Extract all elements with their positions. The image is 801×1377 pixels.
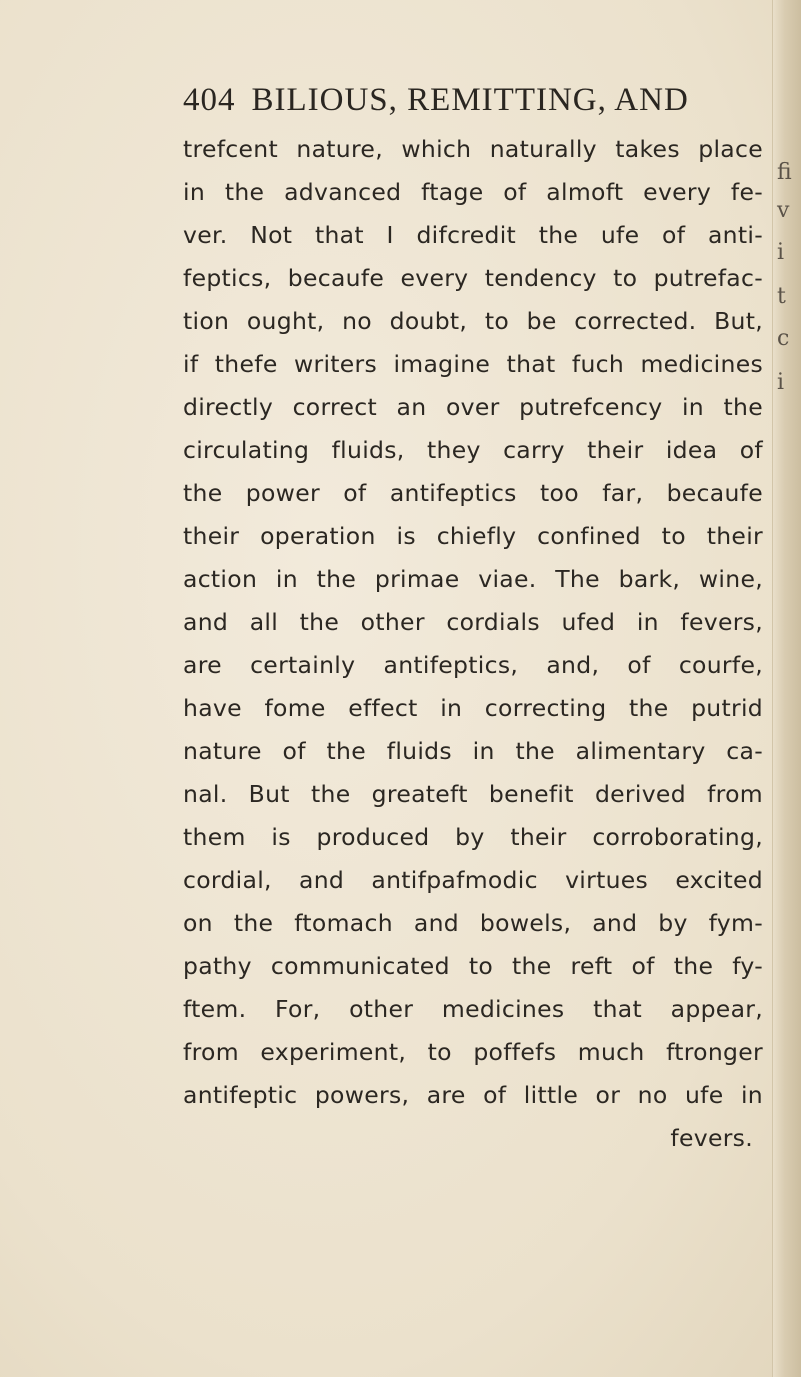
text-line: them is produced by their corroborating, (183, 823, 763, 851)
text-line: pathy communicated to the reft of the fy- (183, 952, 763, 980)
body-text (183, 128, 763, 1160)
facing-page-letter: v (777, 198, 790, 223)
text-line: ver. Not that I difcredit the ufe of anti- (183, 221, 763, 249)
text-line: and all the other cordials ufed in fevers, (183, 608, 763, 636)
text-line: trefcent nature, which naturally takes place (183, 135, 763, 163)
facing-page-letter: c (777, 326, 790, 351)
facing-page-letter: t (777, 284, 786, 309)
text-line: cordial, and antifpafmodic virtues excited (183, 866, 763, 894)
text-line: directly correct an over putrefcency in the (183, 393, 763, 421)
text-line: if thefe writers imagine that fuch medicines (183, 350, 763, 378)
running-title: BILIOUS, REMITTING, AND (251, 82, 689, 118)
text-line: from experiment, to poffefs much ftronger (183, 1038, 763, 1066)
text-line: in the advanced ftage of almoft every fe- (183, 178, 763, 206)
text-line: on the ftomach and bowels, and by fym- (183, 909, 763, 937)
text-line: nature of the fluids in the alimentary ca- (183, 737, 763, 765)
facing-page-edge (772, 0, 801, 1377)
text-line: feptics, becaufe every tendency to putrefac- (183, 264, 763, 292)
page-number: 404 (183, 82, 236, 118)
text-line: the power of antifeptics too far, becaufe (183, 479, 763, 507)
text-line: are certainly antifeptics, and, of courfe, (183, 651, 763, 679)
text-line: circulating fluids, they carry their idea of (183, 436, 763, 464)
text-line: nal. But the greateft benefit derived from (183, 780, 763, 808)
facing-page-letter: fi (777, 160, 792, 185)
facing-page-letter: i (777, 240, 785, 265)
text-line: tion ought, no doubt, to be corrected. But, (183, 307, 763, 335)
text-line: have fome effect in correcting the putrid (183, 694, 763, 722)
text-line: their operation is chiefly confined to their (183, 522, 763, 550)
page-header (183, 82, 743, 132)
catchword: fevers. (670, 1124, 753, 1152)
text-line: ftem. For, other medicines that appear, (183, 995, 763, 1023)
text-line: antifeptic powers, are of little or no ufe in (183, 1081, 763, 1109)
facing-page-letter: i (777, 370, 785, 395)
text-line: action in the primae viae. The bark, wine, (183, 565, 763, 593)
